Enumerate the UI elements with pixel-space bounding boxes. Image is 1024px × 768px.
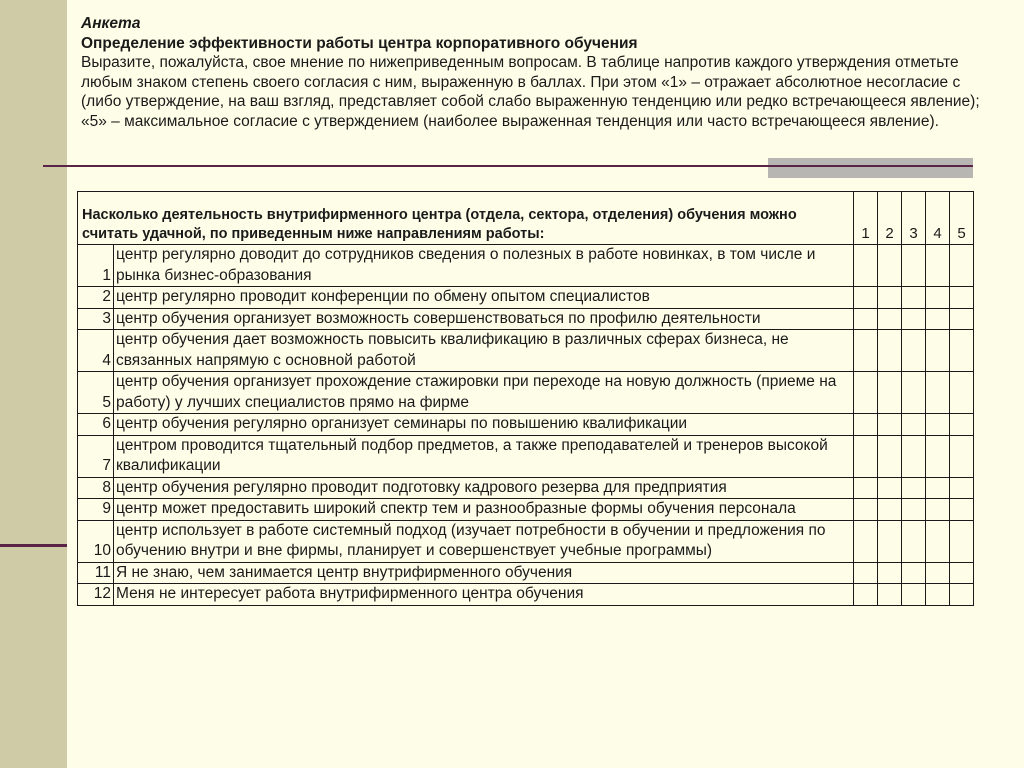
rating-cell-5[interactable] bbox=[950, 584, 974, 606]
gray-accent-bar bbox=[768, 158, 973, 178]
rating-cell-3[interactable] bbox=[902, 372, 926, 414]
row-number: 12 bbox=[78, 584, 114, 606]
scale-header-3: 3 bbox=[902, 192, 926, 245]
rating-cell-5[interactable] bbox=[950, 330, 974, 372]
header-divider bbox=[43, 165, 973, 167]
rating-cell-2[interactable] bbox=[878, 308, 902, 330]
table-row bbox=[78, 520, 974, 562]
table-header-row bbox=[78, 192, 974, 245]
table-row bbox=[78, 308, 974, 330]
rating-cell-3[interactable] bbox=[902, 287, 926, 309]
row-number: 9 bbox=[78, 499, 114, 521]
rating-cell-2[interactable] bbox=[878, 330, 902, 372]
rating-cell-5[interactable] bbox=[950, 520, 974, 562]
rating-cell-1[interactable] bbox=[854, 499, 878, 521]
statement-text: Меня не интересует работа внутрифирменного центра обучения bbox=[114, 584, 854, 606]
statement-text: центр может предоставить широкий спектр тем и разнообразные формы обучения персонала bbox=[114, 499, 854, 521]
row-number: 8 bbox=[78, 477, 114, 499]
rating-cell-3[interactable] bbox=[902, 562, 926, 584]
rating-cell-3[interactable] bbox=[902, 584, 926, 606]
table-row bbox=[78, 287, 974, 309]
rating-cell-3[interactable] bbox=[902, 308, 926, 330]
rating-cell-2[interactable] bbox=[878, 499, 902, 521]
rating-cell-3[interactable] bbox=[902, 477, 926, 499]
rating-cell-2[interactable] bbox=[878, 372, 902, 414]
rating-cell-3[interactable] bbox=[902, 414, 926, 436]
left-band-divider bbox=[0, 544, 67, 547]
table-row bbox=[78, 477, 974, 499]
row-number: 4 bbox=[78, 330, 114, 372]
rating-cell-4[interactable] bbox=[926, 330, 950, 372]
table-row bbox=[78, 584, 974, 606]
rating-cell-1[interactable] bbox=[854, 245, 878, 287]
document-title: Определение эффективности работы центра корпоративного обучения bbox=[81, 34, 638, 52]
statement-text: центр обучения регулярно организует семинары по повышению квалификации bbox=[114, 414, 854, 436]
rating-cell-3[interactable] bbox=[902, 435, 926, 477]
table-row bbox=[78, 245, 974, 287]
rating-cell-4[interactable] bbox=[926, 499, 950, 521]
rating-cell-1[interactable] bbox=[854, 584, 878, 606]
rating-cell-3[interactable] bbox=[902, 499, 926, 521]
instructions: Выразите, пожалуйста, свое мнение по нижеприведенным вопросам. В таблице напротив каждого утверждения отметьте любым знаком степень своего согласия с ним, выраженную в баллах. При этом «1» – отражает абсолютное несогласие с (либо утверждение, на ваш взгляд, представляет собой слабо выраженную тенденцию или редко встречающееся явление); «5» – максимальное согласие с утверждением (наиболее выраженная тенденция или часто встречающееся явление). bbox=[81, 54, 980, 130]
rating-cell-5[interactable] bbox=[950, 562, 974, 584]
rating-cell-2[interactable] bbox=[878, 245, 902, 287]
rating-cell-5[interactable] bbox=[950, 499, 974, 521]
statement-text: центр регулярно проводит конференции по обмену опытом специалистов bbox=[114, 287, 854, 309]
rating-cell-2[interactable] bbox=[878, 414, 902, 436]
rating-cell-4[interactable] bbox=[926, 477, 950, 499]
rating-cell-4[interactable] bbox=[926, 435, 950, 477]
scale-header-4: 4 bbox=[926, 192, 950, 245]
scale-header-2: 2 bbox=[878, 192, 902, 245]
rating-cell-1[interactable] bbox=[854, 372, 878, 414]
table-row bbox=[78, 414, 974, 436]
rating-cell-4[interactable] bbox=[926, 308, 950, 330]
row-number: 7 bbox=[78, 435, 114, 477]
rating-cell-1[interactable] bbox=[854, 287, 878, 309]
row-number: 3 bbox=[78, 308, 114, 330]
rating-cell-2[interactable] bbox=[878, 287, 902, 309]
rating-cell-5[interactable] bbox=[950, 372, 974, 414]
row-number: 1 bbox=[78, 245, 114, 287]
question-header: Насколько деятельность внутрифирменного центра (отдела, сектора, отделения) обучения можно считать удачной, по приведенным ниже направлениям работы: bbox=[78, 192, 854, 245]
rating-cell-4[interactable] bbox=[926, 287, 950, 309]
rating-cell-2[interactable] bbox=[878, 520, 902, 562]
rating-cell-3[interactable] bbox=[902, 520, 926, 562]
statement-text: центр обучения организует прохождение стажировки при переходе на новую должность (приеме на работу) у лучших специалистов прямо на фирме bbox=[114, 372, 854, 414]
rating-cell-2[interactable] bbox=[878, 562, 902, 584]
rating-cell-5[interactable] bbox=[950, 287, 974, 309]
table-row bbox=[78, 435, 974, 477]
rating-cell-1[interactable] bbox=[854, 435, 878, 477]
statement-text: центр регулярно доводит до сотрудников сведения о полезных в работе новинках, в том числе и рынка бизнес-образования bbox=[114, 245, 854, 287]
rating-cell-4[interactable] bbox=[926, 245, 950, 287]
statement-text: центр обучения регулярно проводит подготовку кадрового резерва для предприятия bbox=[114, 477, 854, 499]
survey-table bbox=[77, 191, 974, 606]
table-row bbox=[78, 372, 974, 414]
table-row bbox=[78, 330, 974, 372]
statement-text: центр обучения дает возможность повысить квалификацию в различных сферах бизнеса, не связанных напрямую с основной работой bbox=[114, 330, 854, 372]
rating-cell-1[interactable] bbox=[854, 308, 878, 330]
document-label: Анкета bbox=[81, 15, 141, 32]
row-number: 11 bbox=[78, 562, 114, 584]
scale-header-1: 1 bbox=[854, 192, 878, 245]
rating-cell-5[interactable] bbox=[950, 435, 974, 477]
row-number: 10 bbox=[78, 520, 114, 562]
table-row bbox=[78, 562, 974, 584]
rating-cell-1[interactable] bbox=[854, 477, 878, 499]
statement-text: центром проводится тщательный подбор предметов, а также преподавателей и тренеров высокой квалификации bbox=[114, 435, 854, 477]
rating-cell-5[interactable] bbox=[950, 414, 974, 436]
rating-cell-3[interactable] bbox=[902, 330, 926, 372]
rating-cell-5[interactable] bbox=[950, 308, 974, 330]
table-row bbox=[78, 499, 974, 521]
row-number: 2 bbox=[78, 287, 114, 309]
rating-cell-1[interactable] bbox=[854, 562, 878, 584]
statement-text: Я не знаю, чем занимается центр внутрифирменного обучения bbox=[114, 562, 854, 584]
questionnaire-header bbox=[81, 14, 981, 131]
row-number: 6 bbox=[78, 414, 114, 436]
rating-cell-4[interactable] bbox=[926, 414, 950, 436]
rating-cell-2[interactable] bbox=[878, 435, 902, 477]
rating-cell-4[interactable] bbox=[926, 520, 950, 562]
rating-cell-4[interactable] bbox=[926, 584, 950, 606]
statement-text: центр обучения организует возможность совершенствоваться по профилю деятельности bbox=[114, 308, 854, 330]
rating-cell-3[interactable] bbox=[902, 245, 926, 287]
rating-cell-4[interactable] bbox=[926, 372, 950, 414]
left-decorative-band bbox=[0, 0, 67, 768]
rating-cell-5[interactable] bbox=[950, 477, 974, 499]
rating-cell-1[interactable] bbox=[854, 520, 878, 562]
rating-cell-2[interactable] bbox=[878, 584, 902, 606]
row-number: 5 bbox=[78, 372, 114, 414]
rating-cell-1[interactable] bbox=[854, 414, 878, 436]
rating-cell-5[interactable] bbox=[950, 245, 974, 287]
rating-cell-2[interactable] bbox=[878, 477, 902, 499]
scale-header-5: 5 bbox=[950, 192, 974, 245]
statement-text: центр использует в работе системный подход (изучает потребности в обучении и предложения по обучению внутри и вне фирмы, планирует и совершенствует учебные программы) bbox=[114, 520, 854, 562]
rating-cell-4[interactable] bbox=[926, 562, 950, 584]
rating-cell-1[interactable] bbox=[854, 330, 878, 372]
